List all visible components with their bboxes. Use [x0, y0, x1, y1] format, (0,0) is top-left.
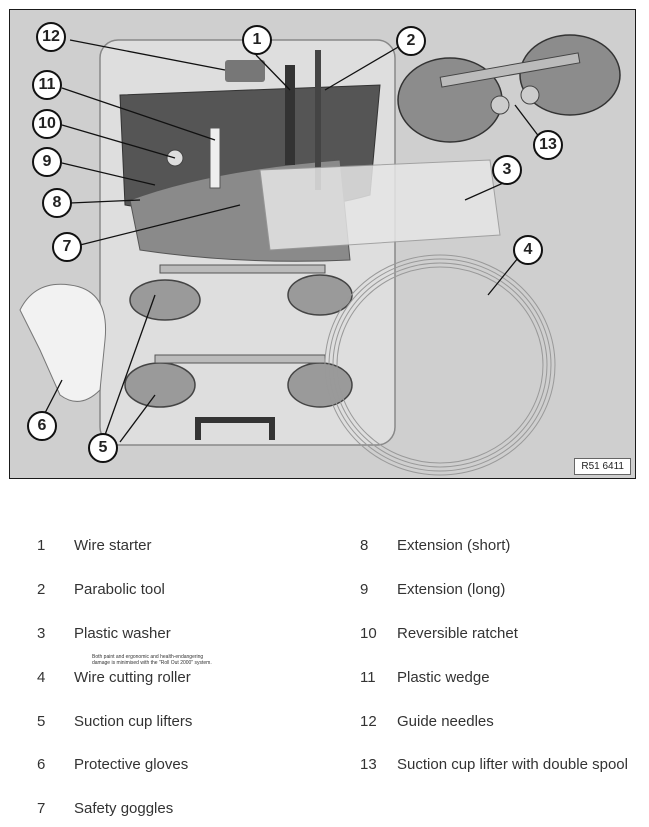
overlay-note: Both paint and ergonomic and health-endangering damage is minimised with the "Roll Out 2000" system.: [92, 654, 212, 666]
callout-5: 5: [88, 433, 118, 463]
callout-10: 10: [32, 109, 62, 139]
callout-4: 4: [513, 235, 543, 265]
callout-9: 9: [32, 147, 62, 177]
callout-13: 13: [533, 130, 563, 160]
callout-2: 2: [396, 26, 426, 56]
callout-3: 3: [492, 155, 522, 185]
figure-id: R51 6411: [574, 458, 631, 475]
callout-7: 7: [52, 232, 82, 262]
callout-8: 8: [42, 188, 72, 218]
callout-1: 1: [242, 25, 272, 55]
callout-12: 12: [36, 22, 66, 52]
tool-kit-figure: [9, 9, 636, 479]
callout-11: 11: [32, 70, 62, 100]
callout-6: 6: [27, 411, 57, 441]
